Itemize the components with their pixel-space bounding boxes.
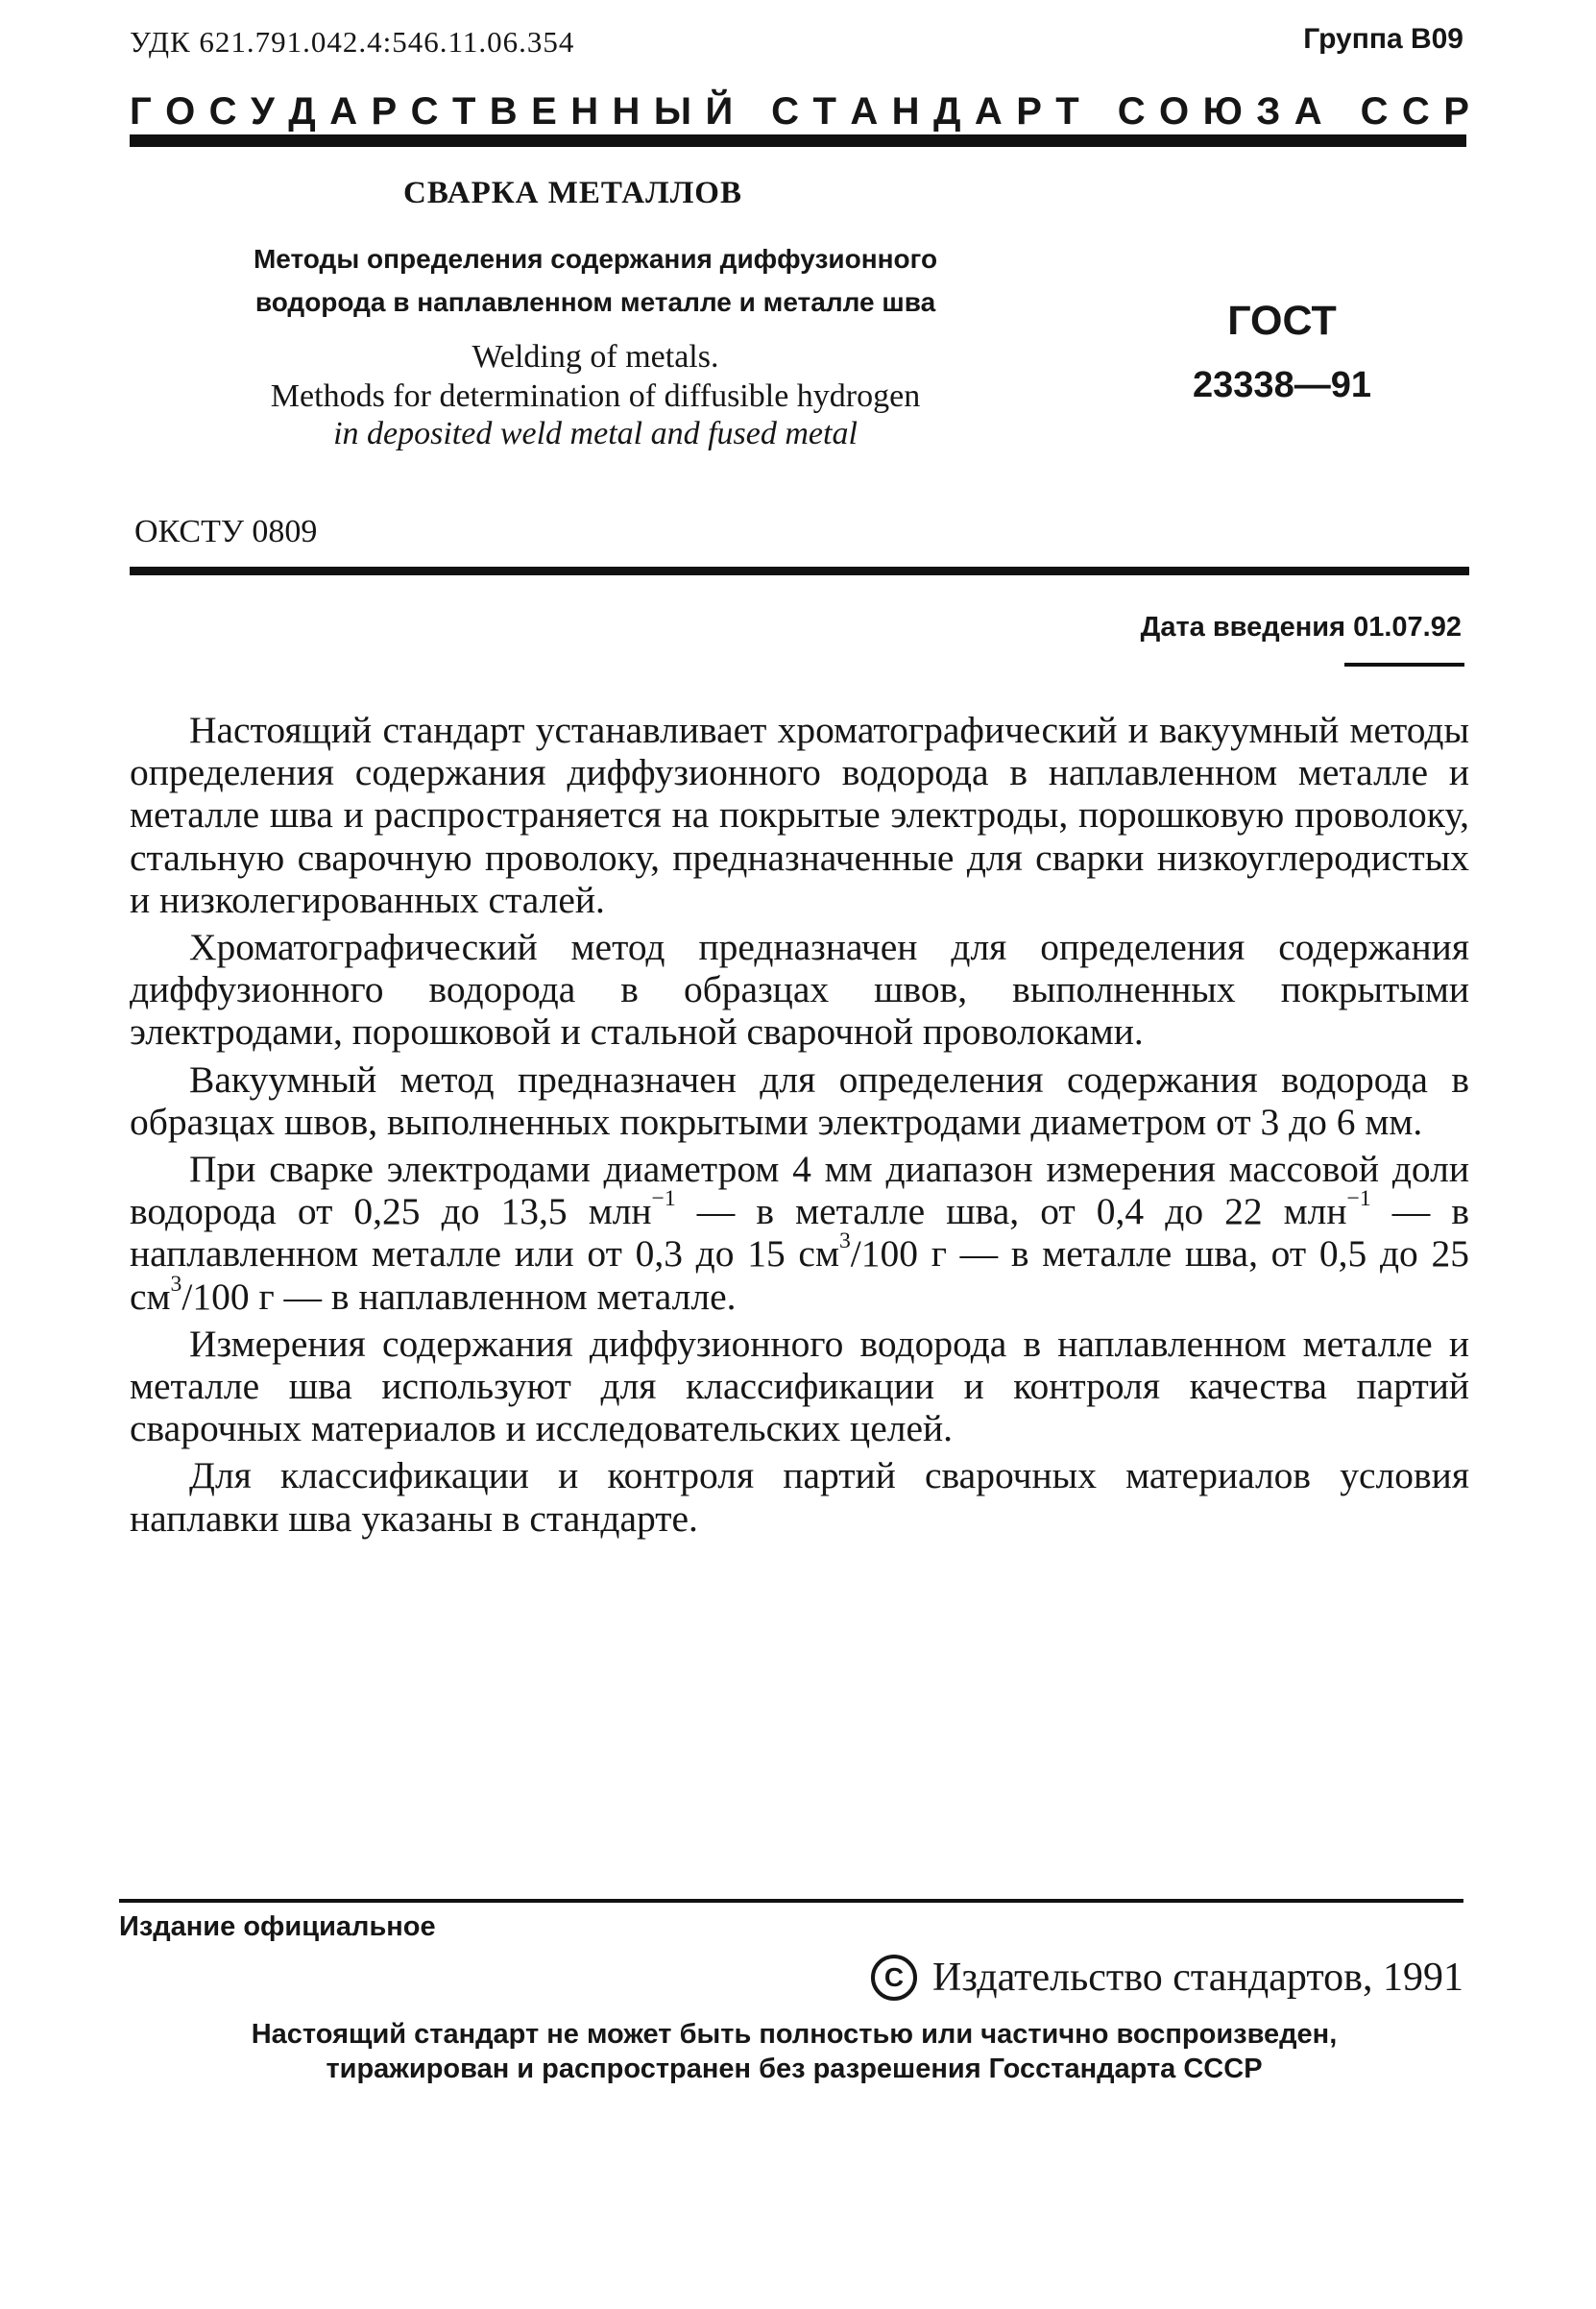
title-letter: Н xyxy=(891,90,920,133)
copyright-icon: C xyxy=(871,1955,917,2001)
paragraph-4 xyxy=(130,1148,1469,1318)
group-code: Группа В09 xyxy=(1303,23,1463,55)
reproduction-notice-line-1: Настоящий стандарт не может быть полностью или частично воспроизведен, xyxy=(251,2019,1338,2050)
body-text xyxy=(130,709,1469,1540)
middle-divider xyxy=(130,567,1469,575)
superscript: 3 xyxy=(170,1271,182,1297)
title-letter: Д xyxy=(288,90,316,133)
paragraph-4-part-b: — в металле шва, от 0,4 до 22 млн xyxy=(675,1190,1347,1233)
title-letter: З xyxy=(1256,90,1281,133)
paragraph-5: Измерения содержания диффузионного водорода в наплавленном металле и металле шва используют для классификации и контроля качества партий сварочных материалов и исследовательских целей. xyxy=(130,1322,1469,1450)
document-heading: СВАРКА МЕТАЛЛОВ xyxy=(403,176,742,210)
superscript: −1 xyxy=(651,1186,676,1212)
title-letter: С xyxy=(208,90,237,133)
intro-date-value: 01.07.92 xyxy=(1353,612,1462,643)
gost-label: ГОСТ xyxy=(1227,298,1337,344)
title-letter: Т xyxy=(451,90,476,133)
title-en-line-2: Methods for determination of diffusible hydrogen xyxy=(270,378,921,414)
superscript: −1 xyxy=(1346,1186,1371,1212)
title-ru-line-1: Методы определения содержания диффузионного xyxy=(253,244,938,274)
date-underline xyxy=(1344,663,1464,667)
paragraph-2: Хроматографический метод предназначен для определения содержания диффузионного водорода в образцах швов, выполненных покрытыми электродами, порошковой и стальной сварочной проволоками. xyxy=(130,926,1469,1054)
title-ru-line-2: водорода в наплавленном металле и металле шва xyxy=(254,287,936,317)
title-letter: А xyxy=(329,90,358,133)
okstu-code: ОКСТУ 0809 xyxy=(134,514,318,549)
state-standard-title xyxy=(130,88,1469,134)
paragraph-6: Для классификации и контроля партий сварочных материалов условия наплавки шва указаны в стандарте. xyxy=(130,1454,1469,1540)
top-divider xyxy=(130,134,1466,147)
edition-label: Издание официальное xyxy=(119,1911,436,1942)
title-letter: Ы xyxy=(653,90,692,133)
title-letter: А xyxy=(850,90,879,133)
title-letter: Р xyxy=(371,90,398,133)
paragraph-1: Настоящий стандарт устанавливает хроматографический и вакуумный методы определения содержания диффузионного водорода в наплавленном металле и металле шва и распространяется на покрытые электроды, порошковую проволоку, стальную сварочную проволоку, предназначенные для сварки низкоуглеродистых и низколегированных сталей. xyxy=(130,709,1469,921)
copyright-line xyxy=(871,1955,1463,2001)
title-letter: О xyxy=(1159,90,1190,133)
title-letter: Н xyxy=(612,90,641,133)
paragraph-4-part-a: При сварке электродами диаметром 4 мм диапазон измерения массовой доли водорода от 0,25 до 13,5 млн xyxy=(130,1148,1469,1233)
gost-number: 23338—91 xyxy=(1193,365,1371,405)
title-letter: Г xyxy=(130,90,152,133)
title-letter: С xyxy=(410,90,439,133)
paragraph-4-part-d: /100 г — в металле шва, от 0,5 до 25 см xyxy=(130,1232,1469,1318)
reproduction-notice-line-2: тиражирован и распространен без разрешения Госстандарта СССР xyxy=(326,2054,1263,2084)
title-letter: С xyxy=(1117,90,1146,133)
title-word-gap xyxy=(1336,88,1346,134)
footer-divider xyxy=(119,1899,1463,1903)
title-letter: С xyxy=(1360,90,1389,133)
title-letter: Т xyxy=(1055,90,1079,133)
title-letter: Т xyxy=(812,90,836,133)
title-letter: У xyxy=(250,90,275,133)
copyright-text: Издательство стандартов, 1991 xyxy=(932,1956,1463,2000)
title-letter: С xyxy=(771,90,800,133)
paragraph-4-part-c: — в наплавленном металле или от 0,3 до 15 см xyxy=(130,1190,1469,1276)
intro-date-label: Дата введения xyxy=(1140,612,1346,643)
udk-code: УДК 621.791.042.4:546.11.06.354 xyxy=(130,25,575,59)
title-letter: Й xyxy=(705,90,734,133)
superscript: 3 xyxy=(838,1228,851,1254)
title-letter: Р xyxy=(1443,90,1469,133)
title-letter: Ю xyxy=(1202,90,1243,133)
title-en-line-1: Welding of metals. xyxy=(472,339,719,375)
paragraph-3: Вакуумный метод предназначен для определения содержания водорода в образцах швов, выполненных покрытыми электродами диаметром от 3 до 6 мм. xyxy=(130,1057,1469,1143)
title-word-gap xyxy=(1093,88,1103,134)
title-en-line-3: in deposited weld metal and fused metal xyxy=(333,416,858,451)
title-letter: Д xyxy=(932,90,961,133)
title-letter: О xyxy=(165,90,196,133)
title-letter: С xyxy=(1401,90,1430,133)
title-letter: Р xyxy=(1016,90,1042,133)
title-letter: В xyxy=(489,90,518,133)
title-letter: Е xyxy=(531,90,557,133)
paragraph-4-part-e: /100 г — в наплавленном металле. xyxy=(181,1275,737,1318)
title-letter: А xyxy=(974,90,1003,133)
title-letter: А xyxy=(1294,90,1322,133)
title-letter: Н xyxy=(570,90,599,133)
introduction-date xyxy=(1141,612,1462,644)
title-word-gap xyxy=(747,88,758,134)
